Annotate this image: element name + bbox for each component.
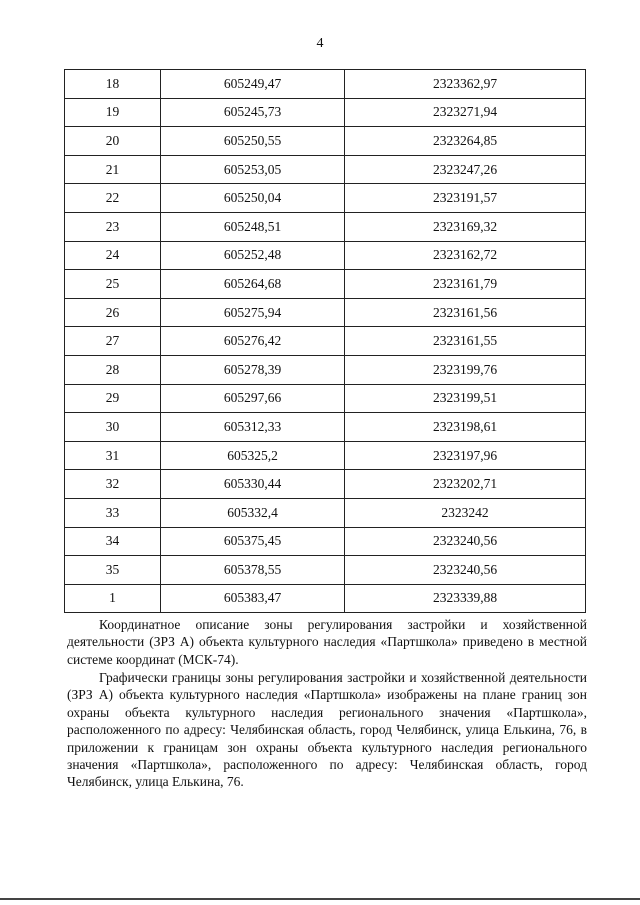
point-number-cell: 24 bbox=[65, 241, 161, 270]
paragraph-text: Графически границы зоны регулирования застройки и хозяйственной деятельности (ЗРЗ А) объекта культурного наследия «Партшкола» изображены на плане границ зон охраны объекта культурного наследия регионального значения «Партшкола», расположенного по адресу: Челябинская область, город Челябинск, улица Елькина, 76, в приложении к границам зон охраны объекта культурного наследия регионального значения «Партшкола», расположенного по адресу: Челябинская область, город Челябинск, улица Елькина, 76. bbox=[67, 670, 587, 790]
x-coordinate-cell: 605278,39 bbox=[161, 355, 345, 384]
x-coordinate-cell: 605297,66 bbox=[161, 384, 345, 413]
y-coordinate-cell: 2323162,72 bbox=[345, 241, 586, 270]
point-number-cell: 27 bbox=[65, 327, 161, 356]
page-number: 4 bbox=[316, 36, 324, 51]
table-row bbox=[65, 584, 586, 613]
y-coordinate-cell: 2323198,61 bbox=[345, 413, 586, 442]
table-row bbox=[65, 498, 586, 527]
y-coordinate-cell: 2323242 bbox=[345, 498, 586, 527]
x-coordinate-cell: 605276,42 bbox=[161, 327, 345, 356]
y-coordinate-cell: 2323362,97 bbox=[345, 70, 586, 99]
point-number-cell: 32 bbox=[65, 470, 161, 499]
point-number-cell: 18 bbox=[65, 70, 161, 99]
y-coordinate-cell: 2323161,56 bbox=[345, 298, 586, 327]
table-row bbox=[65, 70, 586, 99]
x-coordinate-cell: 605375,45 bbox=[161, 527, 345, 556]
x-coordinate-cell: 605330,44 bbox=[161, 470, 345, 499]
table-row bbox=[65, 556, 586, 585]
x-coordinate-cell: 605250,55 bbox=[161, 127, 345, 156]
y-coordinate-cell: 2323161,79 bbox=[345, 270, 586, 299]
page-bottom-line bbox=[0, 898, 640, 900]
point-number-cell: 33 bbox=[65, 498, 161, 527]
point-number-cell: 29 bbox=[65, 384, 161, 413]
y-coordinate-cell: 2323191,57 bbox=[345, 184, 586, 213]
x-coordinate-cell: 605245,73 bbox=[161, 98, 345, 127]
y-coordinate-cell: 2323339,88 bbox=[345, 584, 586, 613]
table-row bbox=[65, 384, 586, 413]
y-coordinate-cell: 2323271,94 bbox=[345, 98, 586, 127]
table-row bbox=[65, 527, 586, 556]
table-row bbox=[65, 327, 586, 356]
y-coordinate-cell: 2323240,56 bbox=[345, 527, 586, 556]
table-row bbox=[65, 98, 586, 127]
y-coordinate-cell: 2323240,56 bbox=[345, 556, 586, 585]
point-number-cell: 22 bbox=[65, 184, 161, 213]
y-coordinate-cell: 2323202,71 bbox=[345, 470, 586, 499]
y-coordinate-cell: 2323199,51 bbox=[345, 384, 586, 413]
y-coordinate-cell: 2323199,76 bbox=[345, 355, 586, 384]
point-number-cell: 20 bbox=[65, 127, 161, 156]
coordinate-description-paragraph bbox=[67, 616, 587, 668]
point-number-cell: 26 bbox=[65, 298, 161, 327]
point-number-cell: 1 bbox=[65, 584, 161, 613]
x-coordinate-cell: 605253,05 bbox=[161, 155, 345, 184]
point-number-cell: 19 bbox=[65, 98, 161, 127]
table-row bbox=[65, 470, 586, 499]
table-row bbox=[65, 212, 586, 241]
table-row bbox=[65, 413, 586, 442]
x-coordinate-cell: 605325,2 bbox=[161, 441, 345, 470]
coordinates-table-body bbox=[65, 70, 586, 613]
point-number-cell: 25 bbox=[65, 270, 161, 299]
x-coordinate-cell: 605383,47 bbox=[161, 584, 345, 613]
x-coordinate-cell: 605312,33 bbox=[161, 413, 345, 442]
y-coordinate-cell: 2323169,32 bbox=[345, 212, 586, 241]
point-number-cell: 30 bbox=[65, 413, 161, 442]
x-coordinate-cell: 605248,51 bbox=[161, 212, 345, 241]
x-coordinate-cell: 605249,47 bbox=[161, 70, 345, 99]
x-coordinate-cell: 605378,55 bbox=[161, 556, 345, 585]
point-number-cell: 21 bbox=[65, 155, 161, 184]
table-row bbox=[65, 355, 586, 384]
x-coordinate-cell: 605250,04 bbox=[161, 184, 345, 213]
x-coordinate-cell: 605275,94 bbox=[161, 298, 345, 327]
x-coordinate-cell: 605252,48 bbox=[161, 241, 345, 270]
table-row bbox=[65, 270, 586, 299]
y-coordinate-cell: 2323161,55 bbox=[345, 327, 586, 356]
table-row bbox=[65, 441, 586, 470]
table-row bbox=[65, 241, 586, 270]
x-coordinate-cell: 605332,4 bbox=[161, 498, 345, 527]
y-coordinate-cell: 2323247,26 bbox=[345, 155, 586, 184]
table-row bbox=[65, 184, 586, 213]
point-number-cell: 31 bbox=[65, 441, 161, 470]
table-row bbox=[65, 298, 586, 327]
point-number-cell: 28 bbox=[65, 355, 161, 384]
y-coordinate-cell: 2323264,85 bbox=[345, 127, 586, 156]
paragraph-text: Координатное описание зоны регулирования застройки и хозяйственной деятельности (ЗРЗ А) объекта культурного наследия «Партшкола» приведено в местной системе координат (МСК-74). bbox=[67, 617, 587, 667]
table-row bbox=[65, 127, 586, 156]
point-number-cell: 34 bbox=[65, 527, 161, 556]
point-number-cell: 23 bbox=[65, 212, 161, 241]
point-number-cell: 35 bbox=[65, 556, 161, 585]
y-coordinate-cell: 2323197,96 bbox=[345, 441, 586, 470]
table-row bbox=[65, 155, 586, 184]
coordinates-table bbox=[64, 69, 586, 613]
graphic-boundaries-paragraph bbox=[67, 669, 587, 791]
x-coordinate-cell: 605264,68 bbox=[161, 270, 345, 299]
